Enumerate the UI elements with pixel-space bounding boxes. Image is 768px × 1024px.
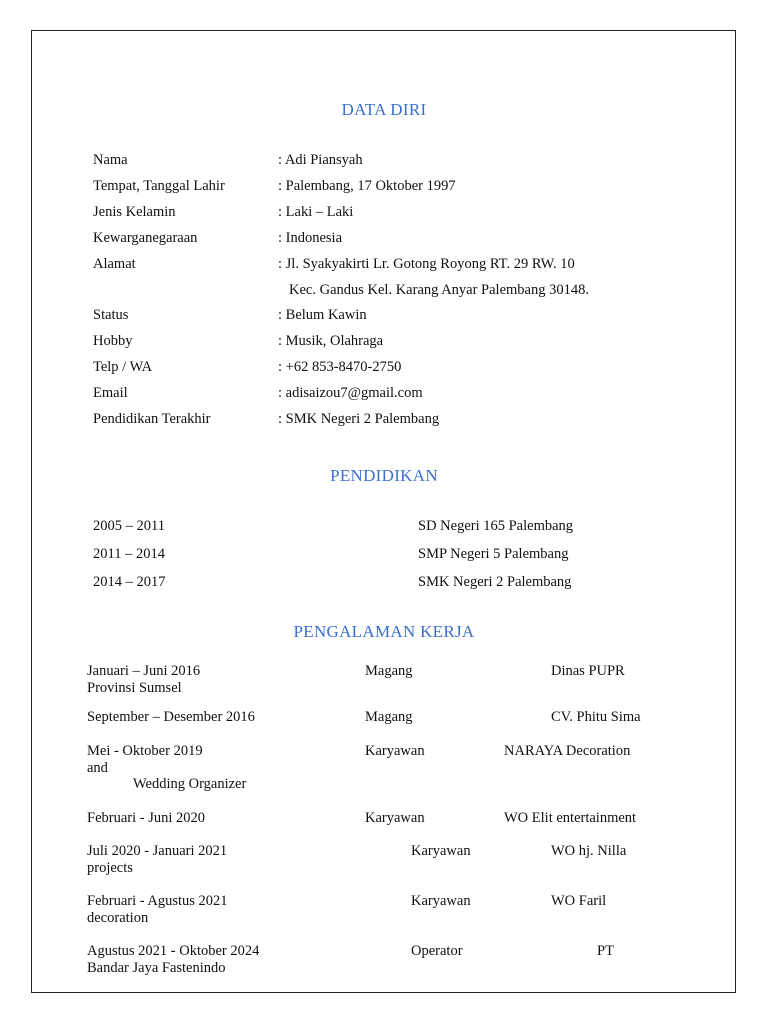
- pendidikan-years: 2011 – 2014: [93, 546, 165, 562]
- job-company: Dinas PUPR: [551, 663, 625, 679]
- job-company-cont: Provinsi Sumsel: [87, 680, 182, 696]
- job-period: Juli 2020 - Januari 2021: [87, 843, 228, 859]
- job-role: Karyawan: [411, 843, 471, 859]
- job-company-cont: Bandar Jaya Fastenindo: [87, 960, 226, 976]
- value-email: : adisaizou7@gmail.com: [278, 385, 423, 401]
- pendidikan-school: SD Negeri 165 Palembang: [418, 518, 574, 534]
- label-email: Email: [93, 385, 128, 401]
- label-telp: Telp / WA: [93, 359, 153, 375]
- job-period: Januari – Juni 2016: [87, 663, 201, 679]
- job-period: September – Desember 2016: [87, 709, 255, 725]
- job-role: Magang: [365, 663, 413, 679]
- label-status: Status: [93, 307, 129, 323]
- job-company-cont: projects: [87, 860, 133, 876]
- job-company-cont: and: [87, 760, 108, 776]
- job-company: WO Elit entertainment: [504, 810, 637, 826]
- label-ttl: Tempat, Tanggal Lahir: [93, 178, 225, 194]
- job-company: NARAYA Decoration: [504, 743, 631, 759]
- label-kewarganegaraan: Kewarganegaraan: [93, 230, 198, 246]
- pendidikan-school: SMP Negeri 5 Palembang: [418, 546, 569, 562]
- label-pendidikan-terakhir: Pendidikan Terakhir: [93, 411, 211, 427]
- value-pendidikan-terakhir: : SMK Negeri 2 Palembang: [278, 411, 440, 427]
- value-alamat-line2: Kec. Gandus Kel. Karang Anyar Palembang 30148.: [289, 282, 589, 298]
- section-title-data-diri: DATA DIRI: [341, 100, 427, 119]
- section-title-pengalaman: PENGALAMAN KERJA: [293, 622, 475, 641]
- job-company: WO hj. Nilla: [551, 843, 627, 859]
- value-alamat: : Jl. Syakyakirti Lr. Gotong Royong RT. 29 RW. 10: [278, 256, 575, 272]
- job-period: Februari - Juni 2020: [87, 810, 205, 826]
- job-period: Agustus 2021 - Oktober 2024: [87, 943, 260, 959]
- value-ttl: : Palembang, 17 Oktober 1997: [278, 178, 456, 194]
- section-title-pendidikan: PENDIDIKAN: [330, 466, 438, 485]
- job-period: Februari - Agustus 2021: [87, 893, 228, 909]
- value-telp: : +62 853-8470-2750: [278, 359, 402, 375]
- pendidikan-school: SMK Negeri 2 Palembang: [418, 574, 572, 590]
- job-role: Karyawan: [411, 893, 471, 909]
- job-company-cont: decoration: [87, 910, 149, 926]
- job-company: WO Faril: [551, 893, 607, 909]
- job-role: Karyawan: [365, 810, 425, 826]
- pendidikan-years: 2014 – 2017: [93, 574, 166, 590]
- value-jenis-kelamin: : Laki – Laki: [278, 204, 354, 220]
- label-jenis-kelamin: Jenis Kelamin: [93, 204, 176, 220]
- value-hobby: : Musik, Olahraga: [278, 333, 384, 349]
- job-company: PT: [597, 943, 614, 959]
- value-status: : Belum Kawin: [278, 307, 367, 323]
- pendidikan-years: 2005 – 2011: [93, 518, 165, 534]
- label-alamat: Alamat: [93, 256, 136, 272]
- value-nama: : Adi Piansyah: [278, 152, 363, 168]
- job-role: Magang: [365, 709, 413, 725]
- value-kewarganegaraan: : Indonesia: [278, 230, 343, 246]
- job-company-cont2: Wedding Organizer: [133, 776, 247, 792]
- job-period: Mei - Oktober 2019: [87, 743, 203, 759]
- job-role: Karyawan: [365, 743, 425, 759]
- job-role: Operator: [411, 943, 463, 959]
- label-hobby: Hobby: [93, 333, 133, 349]
- label-nama: Nama: [93, 152, 128, 168]
- job-company: CV. Phitu Sima: [551, 709, 641, 725]
